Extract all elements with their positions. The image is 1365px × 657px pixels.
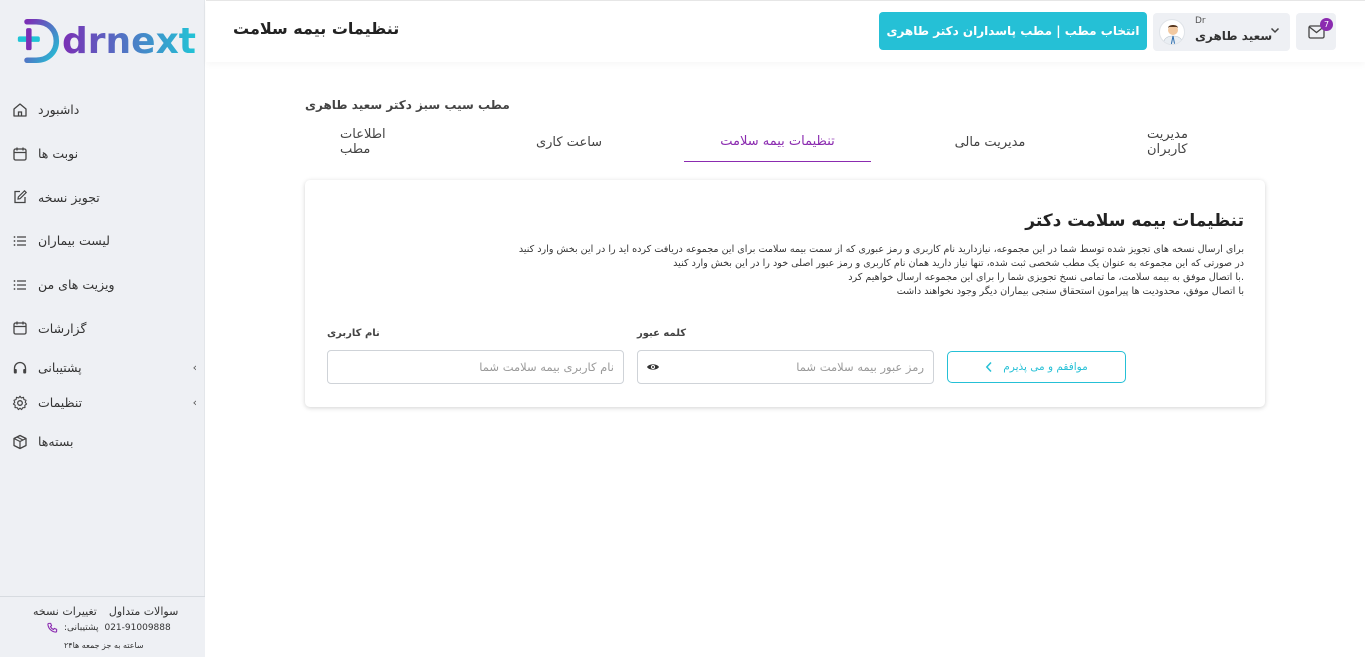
sidebar-item-label: نوبت ها [38,146,79,162]
sidebar-item-label: پشتیبانی [38,360,82,376]
support-phone-number[interactable]: 021-91009888 [104,622,171,633]
accept-button[interactable] [947,351,1126,383]
headset-icon [12,360,28,376]
list-icon [12,277,28,293]
user-title-prefix: Dr [1195,16,1206,26]
chevron-down-icon [1269,24,1281,36]
footer-links [33,605,178,618]
chevron-left-icon: ‹ [192,361,197,375]
tab-health-insurance-settings[interactable]: تنظیمات بیمه سلامت [684,122,871,162]
user-menu[interactable] [1153,13,1290,51]
insurance-settings-card [305,180,1265,407]
tab-clinic-info[interactable]: اطلاعات مطب [340,127,386,157]
description-line: .با اتصال موفق به بیمه سلامت، ما تمامی نسخ تجویزی شما را برای این مجموعه ارسال خواهیم کرد [848,272,1244,283]
avatar [1159,19,1185,45]
sidebar [0,0,205,657]
clinic-name: مطب سیب سبز دکتر سعید طاهری [305,98,510,112]
sidebar-item-prescription[interactable] [12,175,197,219]
home-icon [12,102,28,118]
password-label: کلمه عبور [637,328,687,339]
select-clinic-button[interactable]: انتخاب مطب | مطب پاسداران دکتر طاهری [879,12,1147,50]
card-description [484,243,1244,299]
gear-icon [12,395,28,411]
phone-icon [47,622,58,633]
top-header [206,0,1365,62]
sidebar-nav [12,88,197,463]
description-line: با اتصال موفق، محدودیت ها پیرامون استحقاق سنجی بیماران دیگر وجود نخواهند داشت [896,286,1244,297]
tab-working-hours[interactable]: ساعت کاری [535,134,603,150]
doctor-avatar-icon [1160,20,1185,45]
brand-logo[interactable] [16,14,196,68]
eye-icon[interactable] [646,361,660,373]
sidebar-item-label: ویزیت های من [38,277,115,293]
sidebar-item-appointments[interactable] [12,132,197,176]
username-label: نام کاربری [327,328,380,339]
sidebar-item-my-visits[interactable] [12,263,197,307]
accept-button-label: موافقم و می پذیرم [1003,361,1088,373]
card-title: تنظیمات بیمه سلامت دکتر [1025,211,1244,231]
password-input[interactable] [637,350,934,384]
support-hours: ۲۴ساعته به جز جمعه ها [64,641,144,650]
changelog-link[interactable]: تغییرات نسخه [33,605,97,618]
description-line: در صورتی که این مجموعه به عنوان یک مطب شخصی ثبت شده، تنها نیاز دارید همان نام کاربری و رمز عبور اصلی خود را در این بخش وارد کنید [673,258,1244,269]
mail-count-badge: 7 [1320,18,1333,31]
sidebar-footer [0,596,205,657]
sidebar-item-reports[interactable] [12,306,197,350]
brand-name: drnext [62,20,196,62]
sidebar-item-support[interactable] [12,350,197,385]
sidebar-item-dashboard[interactable] [12,88,197,132]
password-placeholder: رمز عبور بیمه سلامت شما [796,360,924,374]
support-label: :پشتیبانی [64,622,99,633]
list-icon [12,233,28,249]
faq-link[interactable]: سوالات متداول [108,605,179,618]
sidebar-item-label: داشبورد [38,102,80,118]
messages-button[interactable] [1296,13,1336,50]
chevron-left-icon [985,361,993,373]
tab-financial-management[interactable]: مدیریت مالی [954,134,1026,150]
sidebar-item-label: بسته‌ها [38,434,74,450]
username-input[interactable] [327,350,624,384]
chevron-left-icon: ‹ [192,396,197,410]
sidebar-item-label: گزارشات [38,320,87,336]
username-placeholder: نام کاربری بیمه سلامت شما [479,360,614,374]
support-phone [47,622,171,633]
logo-mark-icon [16,16,60,66]
calendar-icon [12,146,28,162]
edit-icon [12,189,28,205]
sidebar-item-label: لیست بیماران [38,233,110,249]
sidebar-item-patients[interactable] [12,219,197,263]
user-name: سعید طاهری [1195,29,1273,43]
description-line: برای ارسال نسخه های تجویز شده توسط شما در این مجموعه، نیازدارید نام کاربری و رمز عبوری که از سمت بیمه سلامت برای این مجموعه دریافت کرده اید را در این بخش وارد کنید [518,244,1244,255]
settings-tabs [305,122,1265,162]
package-icon [12,434,28,450]
sidebar-item-settings[interactable] [12,385,197,420]
sidebar-item-packages[interactable] [12,420,197,463]
calendar-icon [12,320,28,336]
tab-user-management[interactable]: مدیریت کاربران [1147,127,1188,157]
sidebar-item-label: تنظیمات [38,395,83,411]
sidebar-item-label: تجویز نسخه [38,189,100,205]
page-title: تنظیمات بیمه سلامت [233,19,400,38]
